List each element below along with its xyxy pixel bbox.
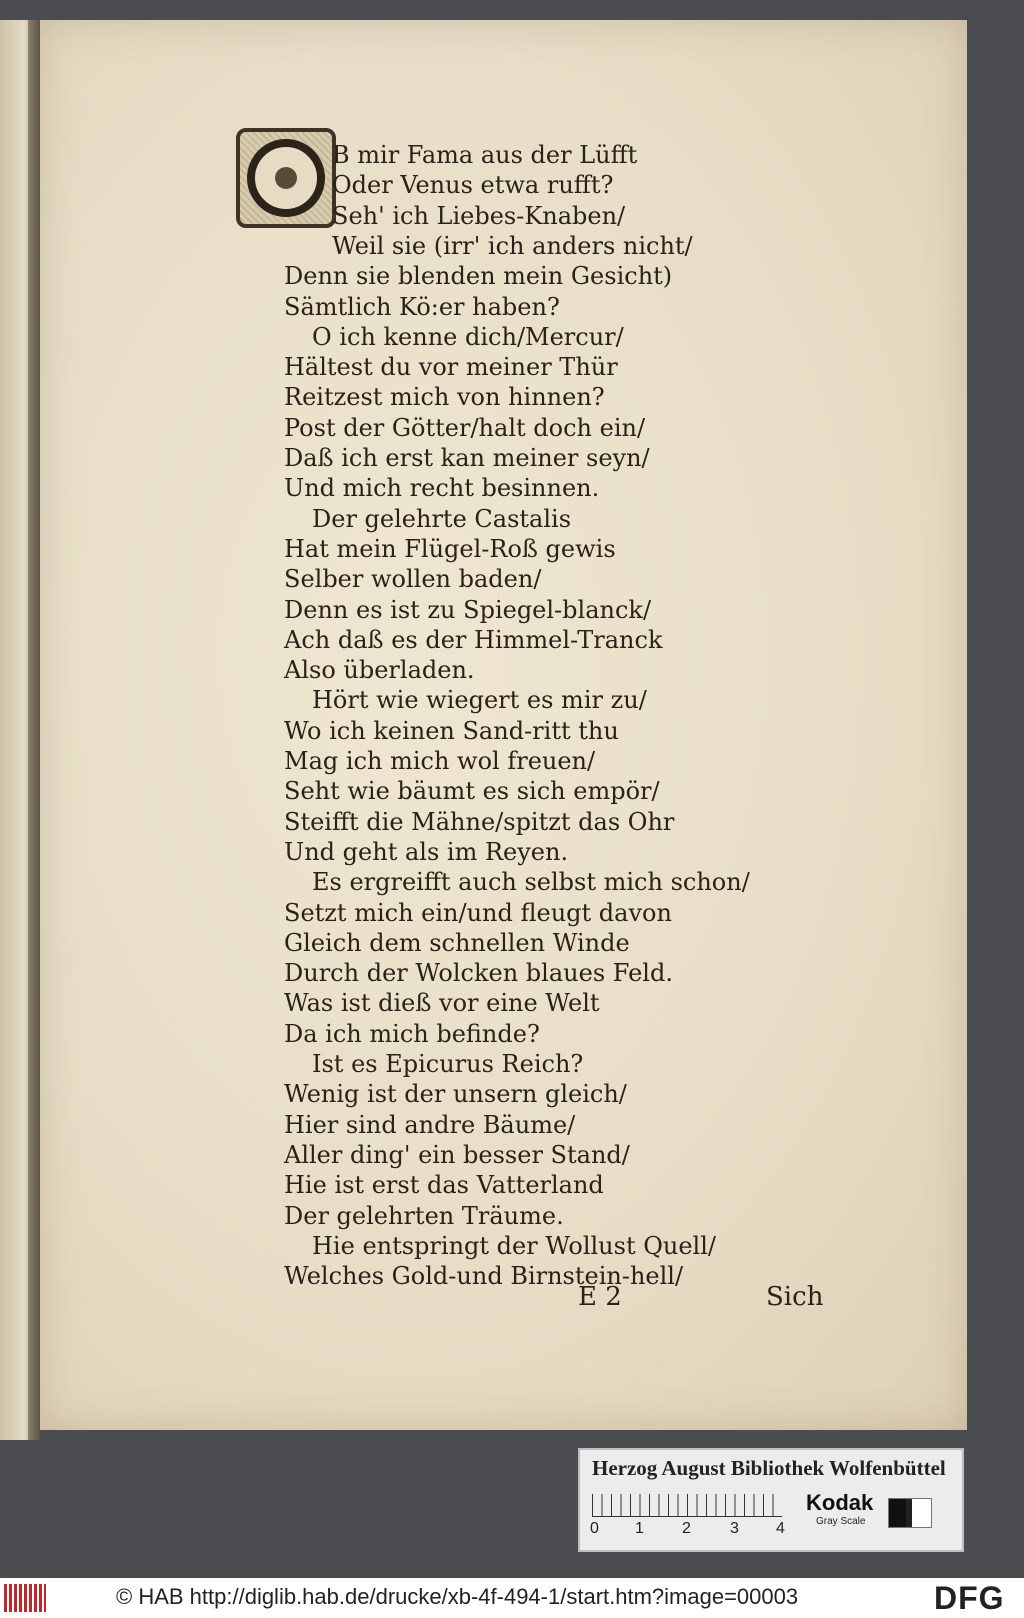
poem-line: Hie ist erst das Vatterland <box>284 1171 604 1200</box>
poem-line: Reitzest mich von hinnen? <box>284 383 605 412</box>
poem-line: Gleich dem schnellen Winde <box>284 928 630 957</box>
poem-line: Welches Gold-und Birnstein-hell/ <box>284 1262 684 1291</box>
poem-line: Der gelehrten Träume. <box>284 1201 564 1230</box>
poem-line: Wenig ist der unsern gleich/ <box>284 1080 627 1109</box>
show-through-text <box>740 115 950 1265</box>
poem-line: Hältest du vor meiner Thür <box>284 353 618 382</box>
poem-line: Seh' ich Liebes-Knaben/ <box>332 201 626 230</box>
poem-line: Durch der Wolcken blaues Feld. <box>284 959 673 988</box>
poem-line: Ach daß es der Himmel-Tranck <box>284 625 663 654</box>
poem-line: Da ich mich befinde? <box>284 1019 540 1048</box>
poem-line: Oder Venus etwa rufft? <box>332 171 614 200</box>
ruler-icon <box>592 1494 782 1517</box>
poem-line: Setzt mich ein/und fleugt davon <box>284 898 672 927</box>
footer-bar <box>0 1578 1024 1618</box>
poem-line: Was ist dieß vor eine Welt <box>284 989 600 1018</box>
poem-line: Daß ich erst kan meiner seyn/ <box>284 444 650 472</box>
color-scale-card: Herzog August Bibliothek Wolfenbüttel 0 1 2 3 4 Kodak Gray Scale <box>578 1448 964 1552</box>
poem-line: O ich kenne dich/Mercur/ <box>312 322 624 351</box>
poem-line: Selber wollen baden/ <box>284 565 542 594</box>
dfg-logo: DFG <box>934 1580 1005 1616</box>
poem-line: Aller ding' ein besser Stand/ <box>284 1140 630 1169</box>
poem-line: Ist es Epicurus Reich? <box>312 1050 584 1078</box>
poem-line: Weil sie (irr' ich anders nicht/ <box>332 231 693 260</box>
poem-line: Hie entspringt der Wollust Quell/ <box>312 1231 716 1260</box>
poem-line: Hört wie wiegert es mir zu/ <box>312 686 647 715</box>
catchword: Sich <box>766 1282 824 1312</box>
poem-line: Sämtlich Kö:er haben? <box>284 292 560 321</box>
decorated-initial-o-icon <box>236 128 336 228</box>
poem-line: Seht wie bäumt es sich empör/ <box>284 777 660 806</box>
poem-line: Es ergreifft auch selbst mich schon/ <box>312 868 750 897</box>
poem-line: Der gelehrte Castalis <box>312 504 572 533</box>
poem-line: Mag ich mich wol freuen/ <box>284 747 596 775</box>
book-gutter <box>28 20 40 1440</box>
source-url[interactable]: © HAB http://diglib.hab.de/drucke/xb-4f-494-1/start.htm?image=00003 <box>116 1584 799 1609</box>
poem-line: Hat mein Flügel-Roß gewis <box>284 534 616 563</box>
library-name: Herzog August Bibliothek Wolfenbüttel <box>592 1456 946 1480</box>
gray-scale-label: Gray Scale <box>816 1516 866 1527</box>
poem-line: Und mich recht besinnen. <box>284 474 600 503</box>
poem-line: Denn sie blenden mein Gesicht) <box>284 262 673 291</box>
poem-line: Hier sind andre Bäume/ <box>284 1110 576 1139</box>
poem-line: Steifft die Mähne/spitzt das Ohr <box>284 807 675 836</box>
signature-mark: E 2 <box>578 1282 622 1312</box>
poem-line: Denn es ist zu Spiegel-blanck/ <box>284 595 652 624</box>
poem-line: B mir Fama aus der Lüfft <box>332 141 638 169</box>
poem-line: Also überladen. <box>284 656 475 685</box>
poem-line: Post der Götter/halt doch ein/ <box>284 413 646 442</box>
kodak-label: Kodak <box>806 1490 874 1515</box>
poem-line: Und geht als im Reyen. <box>284 837 569 866</box>
gray-swatch-icon <box>888 1498 932 1528</box>
hab-logo-icon <box>4 1584 46 1612</box>
document-page <box>40 20 967 1430</box>
poem-line: Wo ich keinen Sand-ritt thu <box>284 716 619 745</box>
